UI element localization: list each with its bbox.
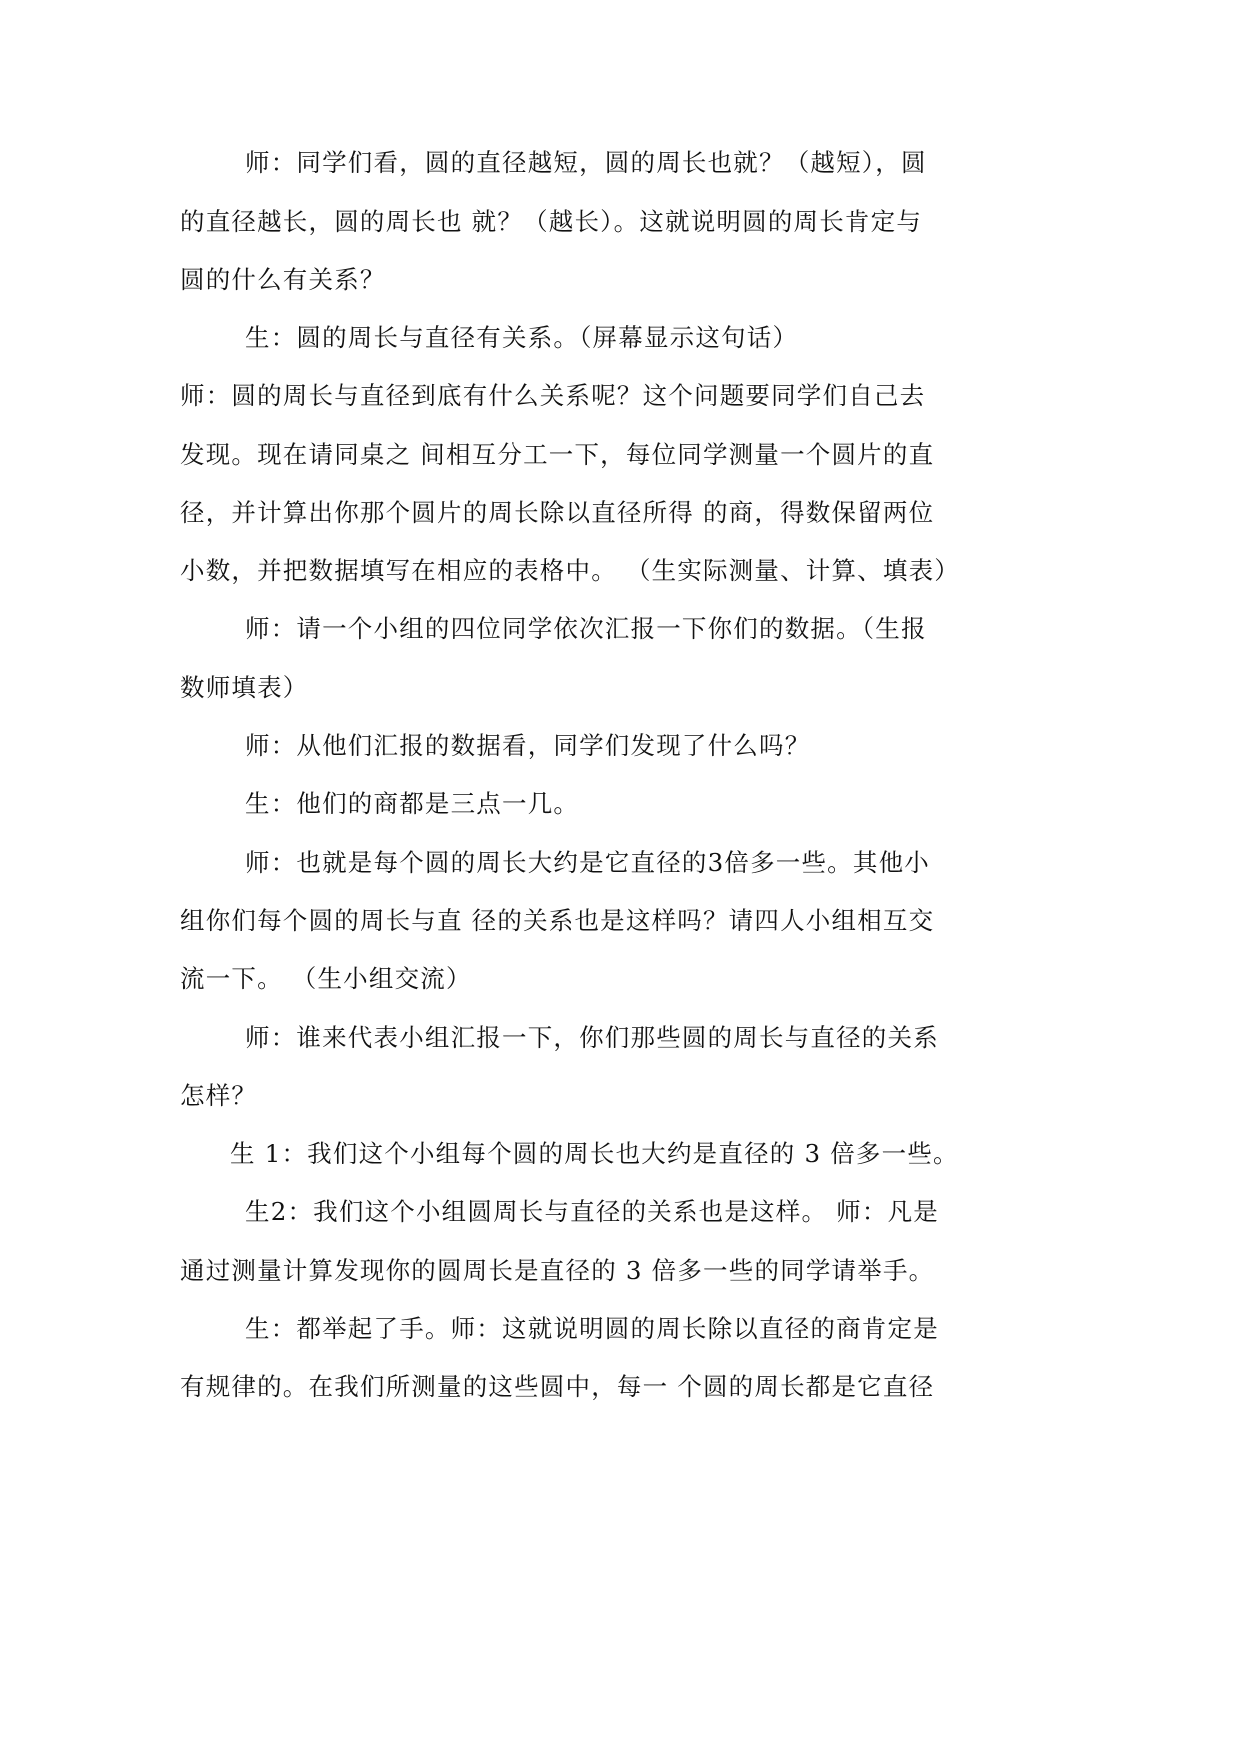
text-line: 发现。现在请同桌之 间相互分工一下，每位同学测量一个圆片的直 <box>180 440 935 469</box>
text-line: 生2：我们这个小组圆周长与直径的关系也是这样。 师：凡是 <box>245 1197 939 1226</box>
text-line: 生：他们的商都是三点一几。 <box>245 789 580 818</box>
text-line: 小数，并把数据填写在相应的表格中。 （生实际测量、计算、填表） <box>180 556 960 585</box>
text-line: 生 1：我们这个小组每个圆的周长也大约是直径的 3 倍多一些。 <box>230 1139 959 1168</box>
text-line: 生：都举起了手。师：这就说明圆的周长除以直径的商肯定是 <box>245 1314 939 1343</box>
text-line: 师：请一个小组的四位同学依次汇报一下你们的数据。（生报 <box>245 614 927 643</box>
text-line: 径，并计算出你那个圆片的周长除以直径所得 的商，得数保留两位 <box>180 498 935 527</box>
text-line: 师：圆的周长与直径到底有什么关系呢？这个问题要同学们自己去 <box>180 381 926 410</box>
text-line: 流一下。 （生小组交流） <box>180 964 472 993</box>
text-line: 数师填表） <box>180 673 309 702</box>
text-line: 怎样？ <box>180 1081 258 1110</box>
text-line: 师：同学们看，圆的直径越短，圆的周长也就？（越短），圆 <box>245 148 927 177</box>
text-line: 有规律的。在我们所测量的这些圆中，每一 个圆的周长都是它直径 <box>180 1372 935 1401</box>
text-line: 组你们每个圆的周长与直 径的关系也是这样吗？请四人小组相互交 <box>180 906 935 935</box>
text-line: 通过测量计算发现你的圆周长是直径的 3 倍多一些的同学请举手。 <box>180 1256 935 1285</box>
text-line: 的直径越长，圆的周长也 就？（越长）。这就说明圆的周长肯定与 <box>180 207 923 236</box>
text-line: 生：圆的周长与直径有关系。（屏幕显示这句话） <box>245 323 799 352</box>
text-line: 师：从他们汇报的数据看，同学们发现了什么吗？ <box>245 731 811 760</box>
text-line: 师：也就是每个圆的周长大约是它直径的3倍多一些。其他小 <box>245 848 930 877</box>
text-line: 师：谁来代表小组汇报一下，你们那些圆的周长与直径的关系 <box>245 1023 939 1052</box>
text-line: 圆的什么有关系？ <box>180 265 386 294</box>
